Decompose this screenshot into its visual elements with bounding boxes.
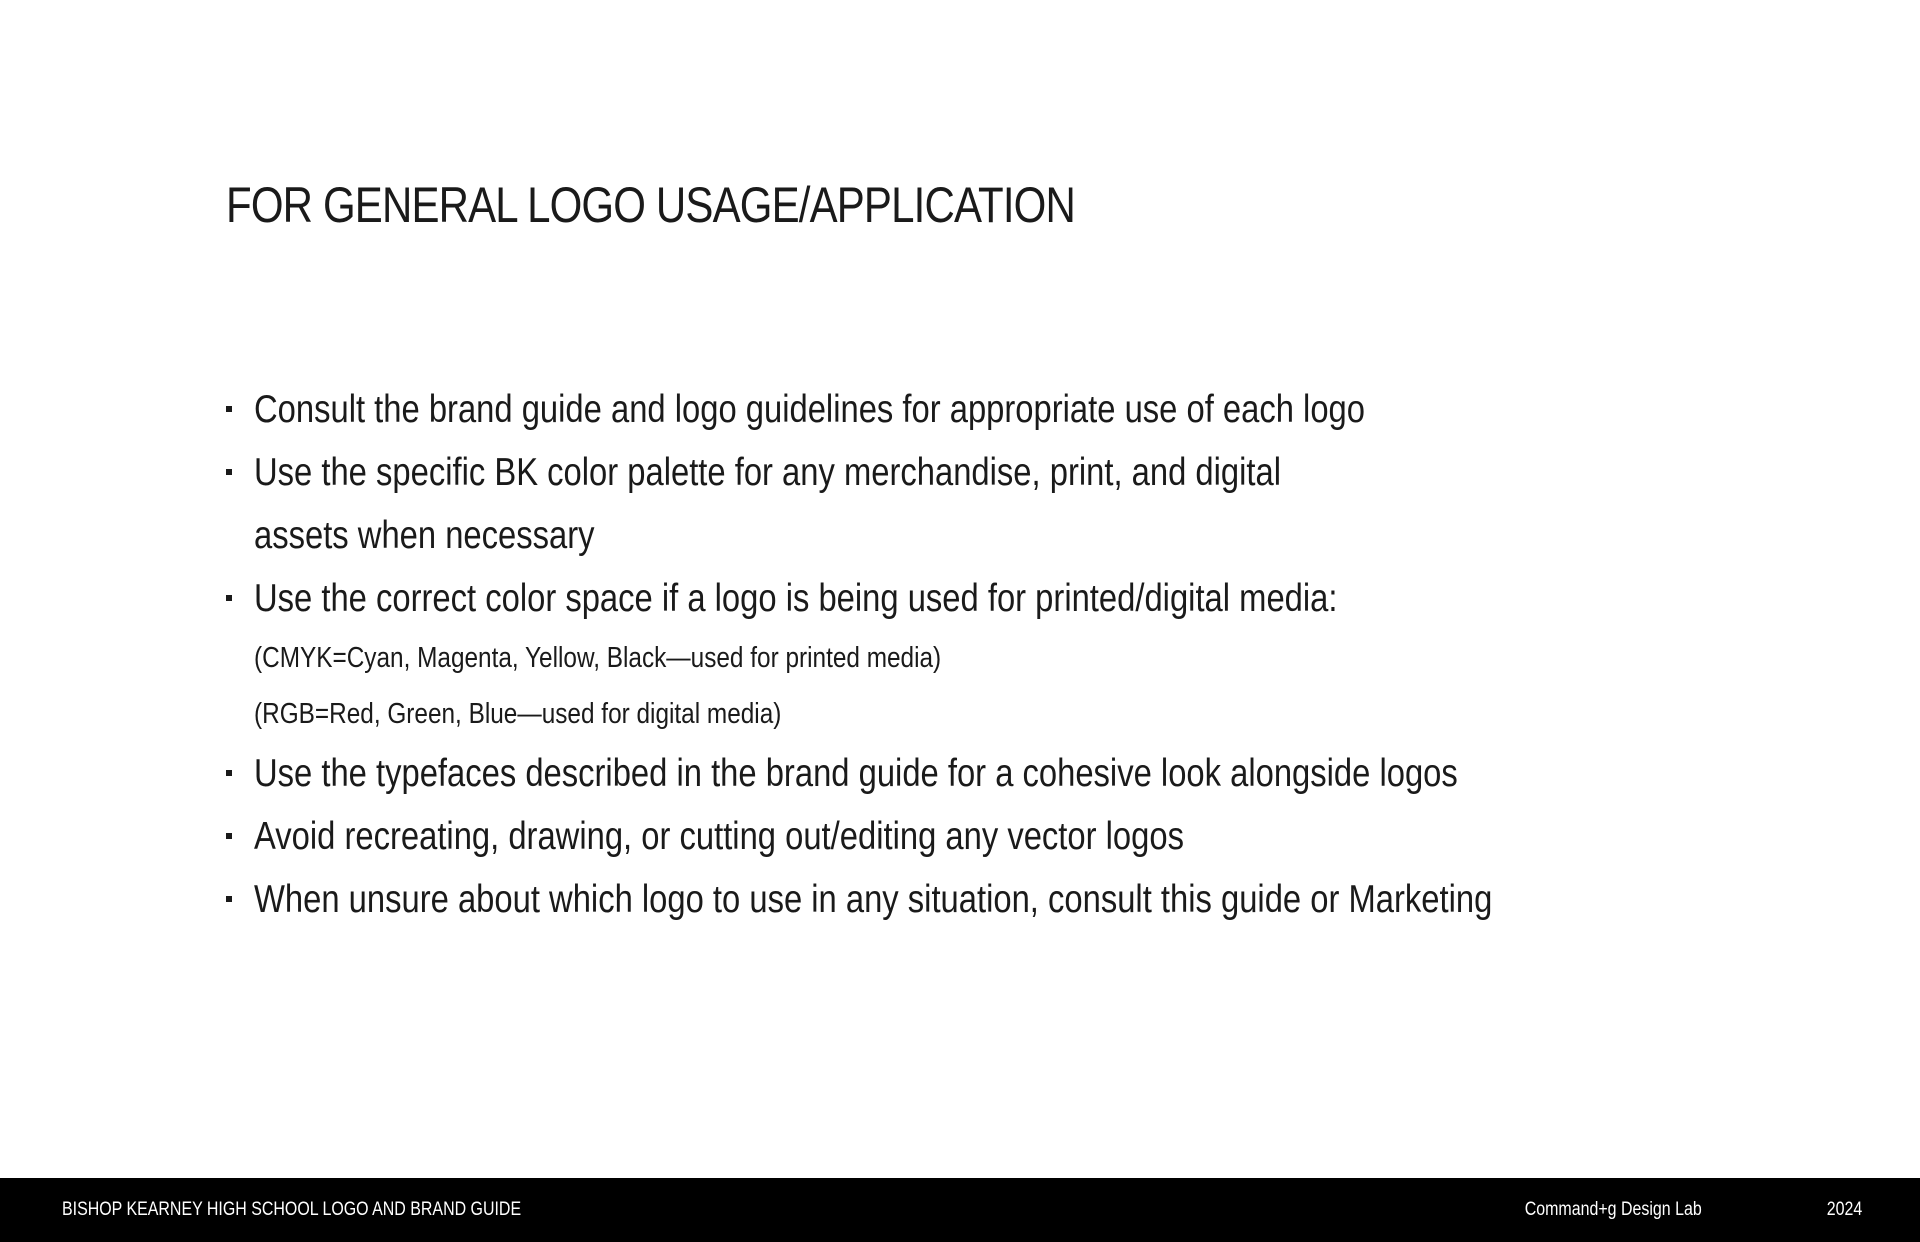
list-item [226, 742, 1726, 805]
list-item [226, 805, 1726, 868]
guideline-text: Use the typefaces described in the brand guide for a cohesive look alongside logos [254, 752, 1458, 795]
footer-document-title: BISHOP KEARNEY HIGH SCHOOL LOGO AND BRAND GUIDE [62, 1199, 522, 1220]
page-title: FOR GENERAL LOGO USAGE/APPLICATION [226, 177, 1075, 233]
guideline-text: Use the correct color space if a logo is being used for printed/digital media: [254, 577, 1338, 620]
list-item [226, 868, 1726, 931]
color-space-note-cmyk: (CMYK=Cyan, Magenta, Yellow, Black—used for printed media) [254, 642, 942, 674]
list-item [226, 567, 1726, 742]
guideline-text: Consult the brand guide and logo guidelines for appropriate use of each logo [254, 388, 1366, 431]
guideline-text: When unsure about which logo to use in any situation, consult this guide or Marketing [254, 878, 1493, 921]
bullet-square-icon [226, 896, 232, 902]
color-space-note-rgb: (RGB=Red, Green, Blue—used for digital media) [254, 698, 782, 730]
footer-credit: Command+g Design Lab [1524, 1199, 1702, 1220]
bullet-square-icon [226, 595, 232, 601]
bullet-square-icon [226, 406, 232, 412]
footer-year: 2024 [1826, 1199, 1862, 1220]
list-item [226, 441, 1726, 567]
guideline-list [226, 378, 1726, 931]
guideline-text-continued: assets when necessary [254, 514, 595, 557]
bullet-square-icon [226, 833, 232, 839]
bullet-square-icon [226, 770, 232, 776]
guideline-text: Avoid recreating, drawing, or cutting out/editing any vector logos [254, 815, 1184, 858]
list-item [226, 378, 1726, 441]
bullet-square-icon [226, 469, 232, 475]
footer-bar [0, 1178, 1920, 1242]
guideline-text: Use the specific BK color palette for any merchandise, print, and digital [254, 451, 1282, 494]
